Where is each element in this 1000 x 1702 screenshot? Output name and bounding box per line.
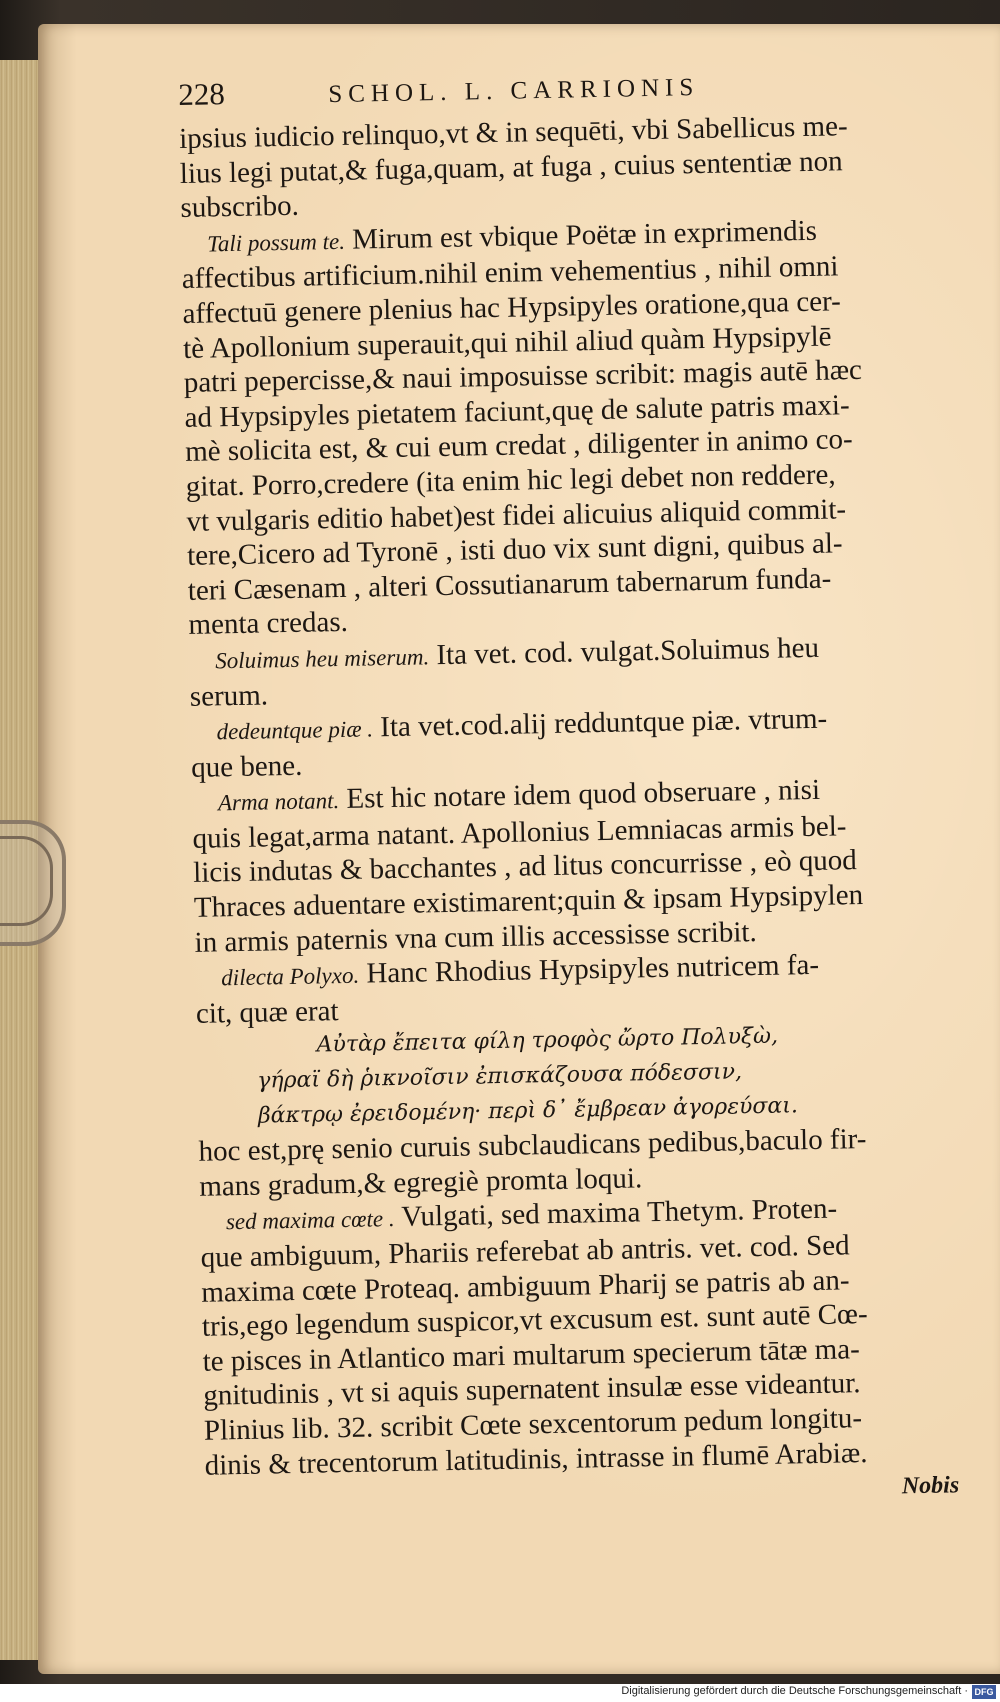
text-line: subscribo.: [180, 189, 300, 225]
text-line: menta credas.: [188, 606, 349, 642]
text-line: gnitudinis , vt si aquis supernatent insulæ esse videantur.: [203, 1367, 861, 1413]
text-run: Hanc Rhodius Hypsipyles nutricem fa-: [366, 949, 820, 990]
funding-credit: Digitalisierung gefördert durch die Deutsche Forschungsgemeinschaft ·: [621, 1685, 968, 1697]
text-line: tris,ego legendum suspicor,vt excusum est. sunt autē Cœ-: [201, 1298, 868, 1343]
bookmark-ribbon-inner: [0, 836, 53, 926]
text-line: affectibus artificium.nihil enim vehementius , nihil omni: [181, 250, 839, 296]
page-text: [178, 63, 965, 1517]
text-line: lius legi putat,& fuga,quam, at fuga , cuius sententiæ non: [179, 144, 843, 190]
catchword: Nobis: [901, 1472, 960, 1500]
text-line: affectuū genere plenius hac Hypsipyles oratione,qua cer-: [182, 285, 842, 330]
text-line: teri Cæsenam , alteri Cossutianarum tabernarum funda-: [187, 562, 832, 607]
dfg-logo: DFG: [972, 1685, 996, 1699]
page-number: 228: [177, 76, 226, 112]
lemma: Tali possum te.: [206, 228, 346, 257]
text-line: que bene.: [190, 749, 303, 784]
lemma: sed maxima cœte .: [225, 1206, 395, 1235]
text-run: Mirum est vbique Poëtæ in exprimendis: [351, 214, 818, 256]
lemma: dedeuntque piæ .: [216, 716, 374, 745]
text-run: Ita vet.cod.alij redduntque piæ. vtrum-: [379, 702, 828, 744]
greek-verse-line: βάκτρῳ ἐρειδομένη· περὶ δ᾽ ἔμβρεαν ἀγορεύσαι.: [257, 1092, 799, 1129]
running-head: SCHOL. L. CARRIONIS: [328, 73, 700, 109]
text-line: tere,Cicero ad Tyronē , isti duo vix sunt digni, quibus al-: [186, 527, 843, 573]
text-line: licis indutas & bacchantes , ad litus concurrisse , eò quod: [192, 844, 858, 890]
text-line: Plinius lib. 32. scribit Cœte sexcentorum pedum longitu-: [203, 1402, 863, 1447]
text-line: maxima cœte Proteaq. ambiguum Pharij se patris ab an-: [201, 1263, 850, 1309]
text-line: ipsius iudicio relinquo,vt & in sequēti, vbi Sabellicus me-: [178, 110, 848, 155]
lemma: Soluimus heu miserum.: [214, 644, 430, 674]
text-line: hoc est,prę senio curuis subclaudicans pedibus,baculo fir-: [198, 1123, 867, 1169]
text-line: mè solicita est, & cui eum credat , diligenter in animo co-: [184, 423, 853, 469]
text-line: cit, quæ erat: [195, 994, 339, 1030]
greek-verse-line: Αὐτὰρ ἔπειτα φίλη τροφὸς ὤρτο Πολυξὼ,: [316, 1024, 779, 1058]
text-line: que ambiguum, Phariis referebat ab antris. vet. cod. Sed: [200, 1229, 850, 1274]
text-line: ad Hypsipyles pietatem faciunt,quę de salute patris maxi-: [184, 388, 850, 434]
text-line: dinis & trecentorum latitudinis, intrasse in flumē Arabiæ.: [204, 1436, 868, 1482]
text-run: Vulgati, sed maxima Thetym. Proten-: [400, 1192, 838, 1234]
text-line: quis legat,arma natant. Apollonius Lemniacas armis bel-: [192, 810, 847, 855]
text-line: mans gradum,& egregiè promta loqui.: [198, 1162, 643, 1203]
text-run: Est hic notare idem quod obseruare , nisi: [346, 774, 821, 816]
text-line: te pisces in Atlantico mari multarum specierum tātæ ma-: [202, 1332, 861, 1378]
text-line: in armis paternis vna cum illis accessisse scribit.: [194, 915, 757, 959]
text-line: serum.: [189, 678, 269, 713]
text-run: Ita vet. cod. vulgat.Soluimus heu: [436, 631, 820, 672]
text-line: vt vulgaris editio habet)est fidei alicuius aliquid commit-: [186, 492, 847, 538]
text-line: patri pepercisse,& naui imposuisse scribit: magis autē hæc: [183, 354, 863, 400]
lemma: Arma notant.: [217, 788, 340, 816]
greek-verse-line: γήραϊ δὴ ῥικνοῖσιν ἐπισκάζουσα πόδεσσιν,: [257, 1059, 743, 1094]
lemma: dilecta Polyxo.: [221, 962, 360, 991]
text-line: Thraces aduentare existimarent;quin & ipsam Hypsipylen: [193, 879, 864, 924]
text-line: gitat. Porro,credere (ita enim hic legi debet non reddere,: [185, 458, 836, 503]
text-line: tè Apollonium superauit,qui nihil aliud quàm Hypsipylē: [182, 320, 832, 365]
